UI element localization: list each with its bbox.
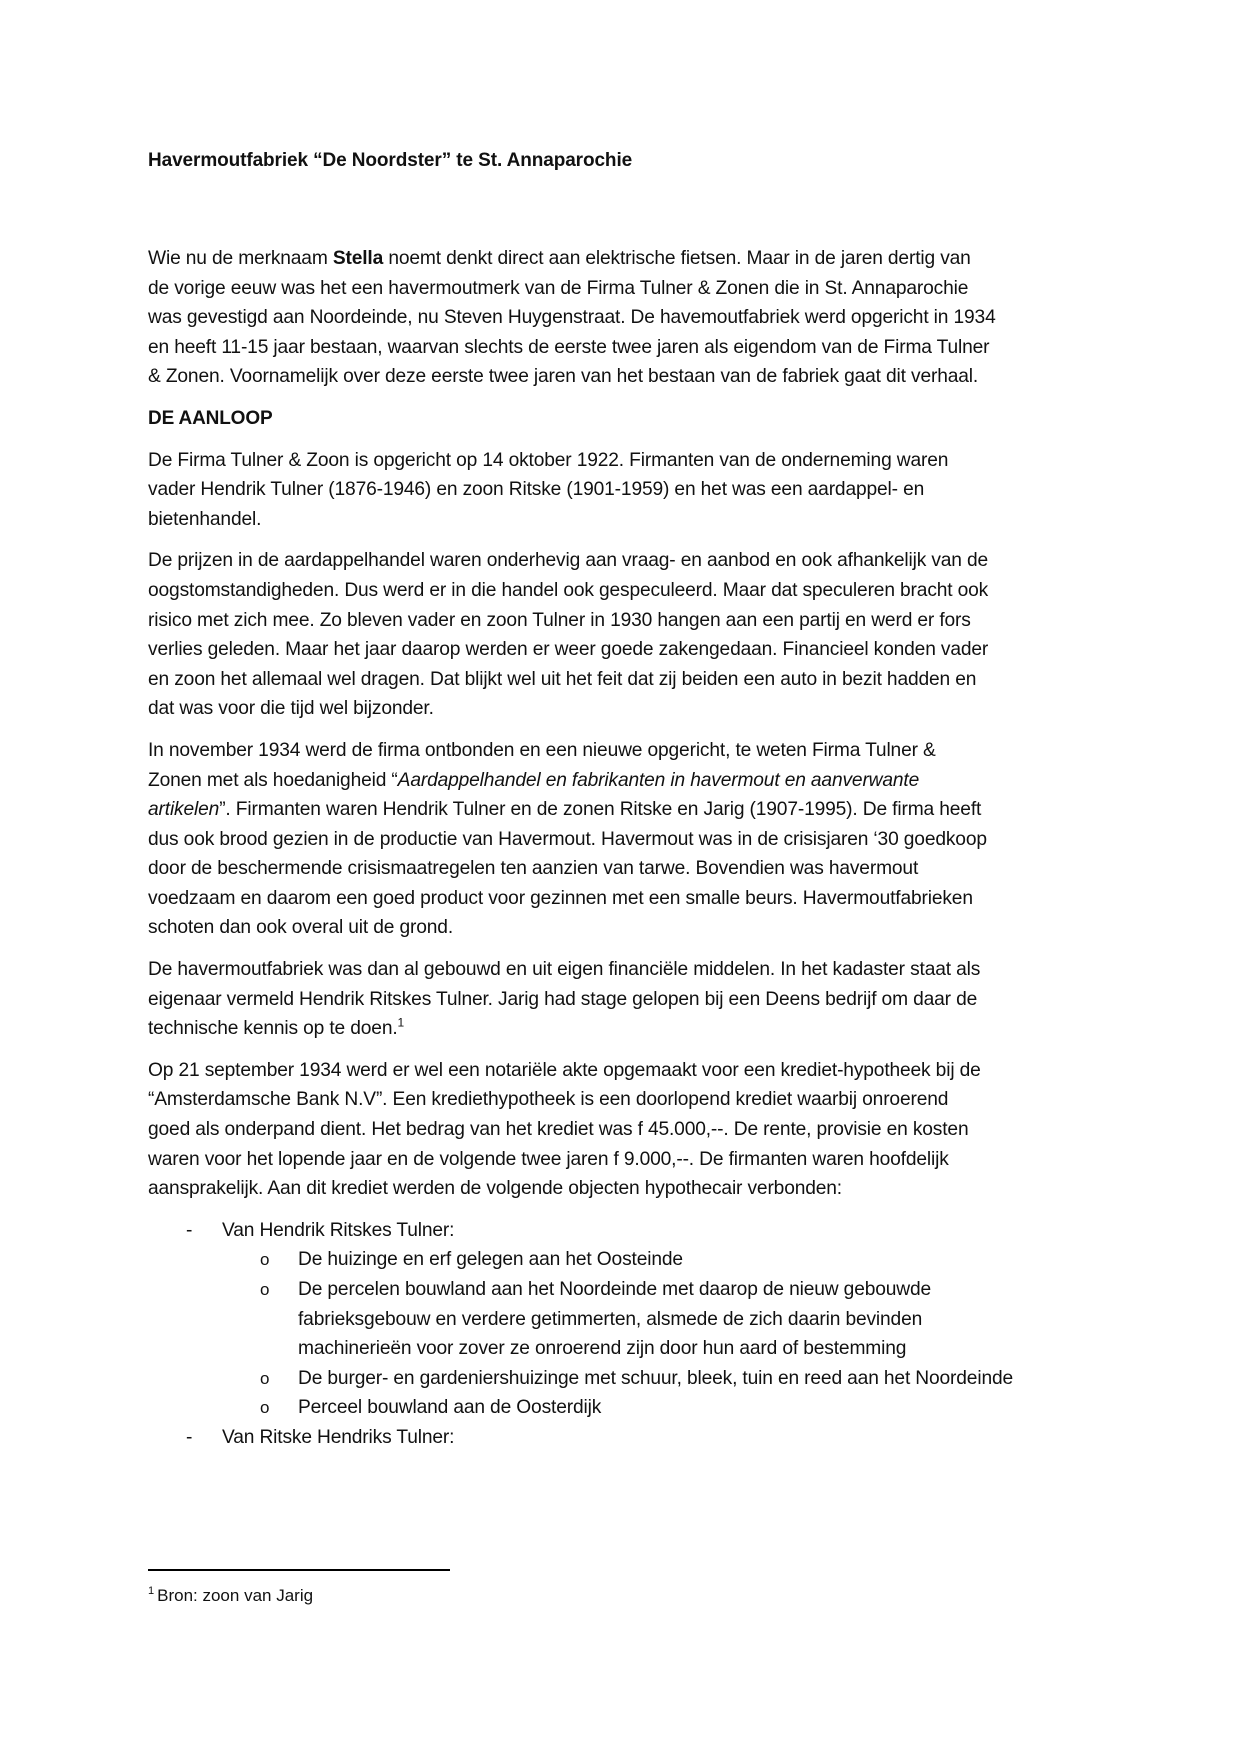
list-item-label: Van Ritske Hendriks Tulner: (222, 1426, 455, 1448)
sub-list-item (148, 1364, 1108, 1394)
paragraph-factory-built (148, 955, 1108, 1044)
text-line: dus ook brood gezien in de productie van Havermout. Havermout was in de crisisjaren ‘30 goedkoop (148, 828, 987, 850)
sub-list-container (148, 1245, 1108, 1423)
text-line: en heeft 11-15 jaar bestaan, waarvan slechts de eerste twee jaren als eigendom van de Firma Tulner (148, 336, 990, 358)
text-line: door de beschermende crisismaatregelen ten aanzien van tarwe. Bovendien was havermout (148, 858, 919, 880)
sub-list-item (148, 1245, 1108, 1275)
paragraph-mortgage (148, 1056, 1108, 1204)
text-line: schoten dan ook overal uit de grond. (148, 917, 454, 939)
text-line: en zoon het allemaal wel dragen. Dat blijkt wel uit het feit dat zij beiden een auto in bezit hadden en (148, 668, 977, 690)
paragraph-new-firm (148, 736, 1108, 943)
text-line: De burger- en gardeniershuizinge met schuur, bleek, tuin en reed aan het Noordeinde (298, 1367, 1014, 1389)
firm-description-quote-end: artikelen (148, 799, 220, 821)
text-line: voedzaam en daarom een goed product voor gezinnen met een smalle beurs. Havermoutfabrieken (148, 887, 973, 909)
paragraph-firma-origins (148, 446, 1108, 535)
text-line: goed als onderpand dient. Het bedrag van het krediet was f 45.000,--. De rente, provisie en kosten (148, 1119, 969, 1141)
text-line: Op 21 september 1934 werd er wel een notariële akte opgemaakt voor een krediet-hypotheek bij de (148, 1059, 981, 1081)
footnote-number: 1 (148, 1585, 155, 1598)
text-line: eigenaar vermeld Hendrik Ritskes Tulner. Jarig had stage gelopen bij een Deens bedrijf om daar de (148, 988, 978, 1010)
sub-list-item (148, 1275, 1108, 1364)
text-line: was gevestigd aan Noordeinde, nu Steven Huygenstraat. De havemoutfabriek werd opgericht in 1934 (148, 307, 996, 329)
text-line: De percelen bouwland aan het Noordeinde met daarop de nieuw gebouwde (298, 1279, 932, 1300)
text-line: waren voor het lopende jaar en de volgende twee jaren f 9.000,--. De firmanten waren hoofdelijk (148, 1148, 949, 1170)
list-item (148, 1423, 1108, 1453)
text-line: de vorige eeuw was het een havermoutmerk van de Firma Tulner & Zonen die in St. Annaparochie (148, 277, 969, 299)
footnote-reference[interactable]: 1 (397, 1015, 405, 1030)
text-line: “Amsterdamsche Bank N.V”. Een krediethypotheek is een doorlopend krediet waarbij onroerend (148, 1089, 949, 1111)
text-line: Wie nu de merknaam Stella noemt denkt direct aan elektrische fietsen. Maar in de jaren dertig van (148, 248, 971, 269)
text-line: fabrieksgebouw en verdere getimmerten, alsmede de zich daarin bevinden (298, 1308, 923, 1330)
text-line: De Firma Tulner & Zoon is opgericht op 14 oktober 1922. Firmanten van de onderneming waren (148, 449, 949, 471)
brand-name-stella: Stella (332, 248, 384, 269)
footnote (148, 1586, 313, 1606)
footnote-text: Bron: zoon van Jarig (157, 1586, 314, 1605)
collateral-list (148, 1216, 1108, 1453)
text-line: Zonen met als hoedanigheid “Aardappelhandel en fabrikanten in havermout en aanverwante (148, 769, 920, 791)
text-line: dat was voor die tijd wel bijzonder. (148, 698, 434, 720)
document-title: Havermoutfabriek “De Noordster” te St. Annaparochie (148, 150, 633, 171)
text-line: bietenhandel. (148, 508, 262, 530)
text-line: aansprakelijk. Aan dit krediet werden de volgende objecten hypothecair verbonden: (148, 1178, 842, 1200)
text-line: vader Hendrik Tulner (1876-1946) en zoon Ritske (1901-1959) en het was een aardappel- en (148, 479, 925, 501)
paragraph-potato-trade (148, 546, 1108, 724)
text-line: oogstomstandigheden. Dus werd er in die handel ook gespeculeerd. Maar dat speculeren bracht ook (148, 579, 989, 601)
firm-description-quote: Aardappelhandel en fabrikanten in havermout en aanverwante (397, 769, 920, 791)
intro-paragraph (148, 244, 1108, 392)
text-line: verlies geleden. Maar het jaar daarop werden er weer goede zakengedaan. Financieel konden vader (148, 639, 989, 661)
circle-bullet-icon: o (260, 1398, 270, 1418)
text-line: risico met zich mee. Zo bleven vader en zoon Tulner in 1930 hangen aan een partij en werd er fors (148, 609, 971, 631)
circle-bullet-icon: o (260, 1368, 270, 1388)
text-line: De huizinge en erf gelegen aan het Oosteinde (298, 1249, 683, 1271)
text-line: machinerieën voor zover ze onroerend zijn door hun aard of bestemming (298, 1338, 907, 1360)
dash-bullet-icon: - (186, 1426, 193, 1448)
text-line: In november 1934 werd de firma ontbonden en een nieuwe opgericht, te weten Firma Tulner & (148, 739, 936, 761)
text-line: & Zonen. Voornamelijk over deze eerste twee jaren van het bestaan van de fabriek gaat dit verhaal. (148, 366, 979, 388)
circle-bullet-icon: o (260, 1280, 270, 1299)
dash-bullet-icon: - (186, 1219, 193, 1241)
circle-bullet-icon: o (260, 1250, 270, 1270)
text-line: artikelen”. Firmanten waren Hendrik Tulner en de zonen Ritske en Jarig (1907-1995). De firma heeft (148, 799, 982, 821)
list-item (148, 1216, 1108, 1246)
sub-list (148, 1245, 1108, 1423)
document-body (148, 244, 1108, 1453)
text-line: technische kennis op te doen.$^1$ (148, 1015, 405, 1040)
section-heading: DE AANLOOP (148, 407, 273, 429)
list-item-label: Van Hendrik Ritskes Tulner: (222, 1219, 455, 1241)
footnote-separator (148, 1569, 450, 1571)
text-line: De prijzen in de aardappelhandel waren onderhevig aan vraag- en aanbod en ook afhankelijk van de (148, 550, 989, 572)
text-line: De havermoutfabriek was dan al gebouwd en uit eigen financiële middelen. In het kadaster staat als (148, 959, 981, 981)
sub-list-item (148, 1393, 1108, 1423)
text-line: Perceel bouwland aan de Oosterdijk (298, 1397, 602, 1419)
